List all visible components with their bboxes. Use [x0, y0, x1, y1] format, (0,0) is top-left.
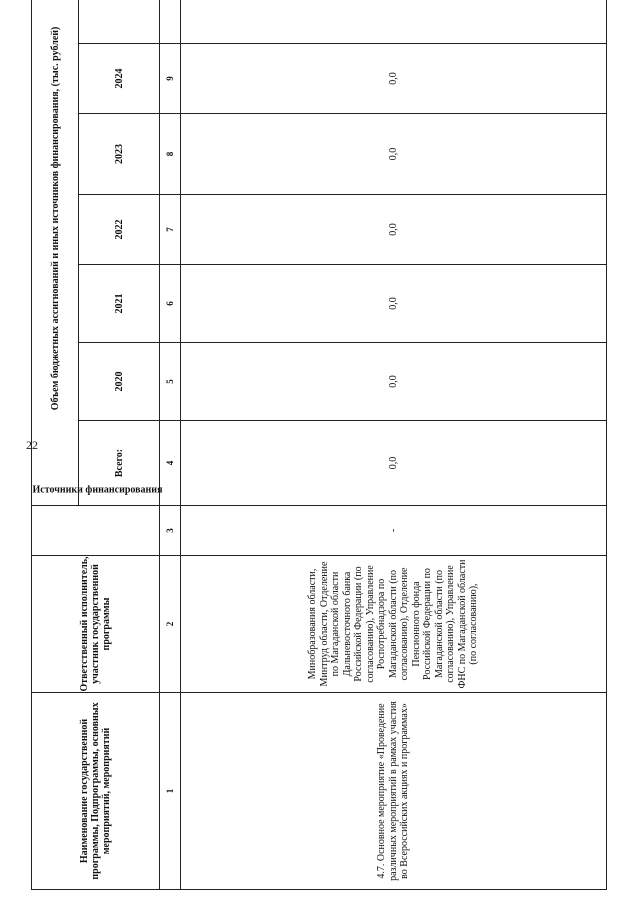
- row-value-2020: 0,0: [181, 343, 607, 421]
- column-number: 3: [160, 506, 181, 556]
- header-sources: Источники финансирования: [32, 484, 162, 496]
- row-value-2023: 0,0: [181, 114, 607, 195]
- column-number: 5: [160, 343, 181, 421]
- header-financing-group: Объем бюджетных ассигнований и иных источников финансирования, (тыс. рублей): [32, 0, 79, 506]
- header-year-2024: 2024: [79, 44, 160, 114]
- row-name-cell: [181, 693, 607, 890]
- column-number-row: [160, 0, 181, 890]
- row-value-total: 0,0: [181, 421, 607, 506]
- row-value-2025: [181, 0, 607, 44]
- header-year-total: Всего:: [79, 421, 160, 506]
- column-number: 2: [160, 556, 181, 693]
- header-sources-cell: [32, 484, 162, 556]
- rotated-table-container: [31, 26, 607, 890]
- row-source: -: [181, 506, 607, 556]
- row-value-2021: 0,0: [181, 265, 607, 343]
- header-name: Наименование государственной программы, Подпрограммы, основных мероприятий, мероприятий: [32, 693, 160, 890]
- header-year-2021: 2021: [79, 265, 160, 343]
- header-year-2025: [79, 0, 160, 44]
- row-value-2022: 0,0: [181, 195, 607, 265]
- header-year-2022: 2022: [79, 195, 160, 265]
- column-number: 8: [160, 114, 181, 195]
- column-number: 9: [160, 44, 181, 114]
- row-value-2024: 0,0: [181, 44, 607, 114]
- header-executor: Ответственный исполнитель, участник государственной программы: [32, 556, 160, 693]
- row-name: 4.7. Основное мероприятие «Проведение различных мероприятий в рамках участия во Всероссийских акциях и программах»: [376, 701, 411, 881]
- header-year-2023: 2023: [79, 114, 160, 195]
- header-row-1: [32, 0, 79, 890]
- page-number: 22: [26, 438, 38, 452]
- table-row: [181, 0, 607, 890]
- column-number: 7: [160, 195, 181, 265]
- row-executor-cell: [181, 556, 607, 693]
- column-number: [160, 0, 181, 44]
- column-number: 4: [160, 421, 181, 506]
- row-executor: Минобразования области, Минтруд области, Отделение по Магаданской области Дальневосточного банка Российской Федерации (по согласованию), Управление Роспотребнадзора по Магаданской области (по согласованию), Отделение Пенсионного фонда Российской Федерации по Магаданской области (по согласованию), Управление ФНС по Магаданской области (по согласованию),: [307, 559, 480, 689]
- column-number: 1: [160, 693, 181, 890]
- header-year-2020: 2020: [79, 343, 160, 421]
- column-number: 6: [160, 265, 181, 343]
- financing-table: [31, 0, 607, 890]
